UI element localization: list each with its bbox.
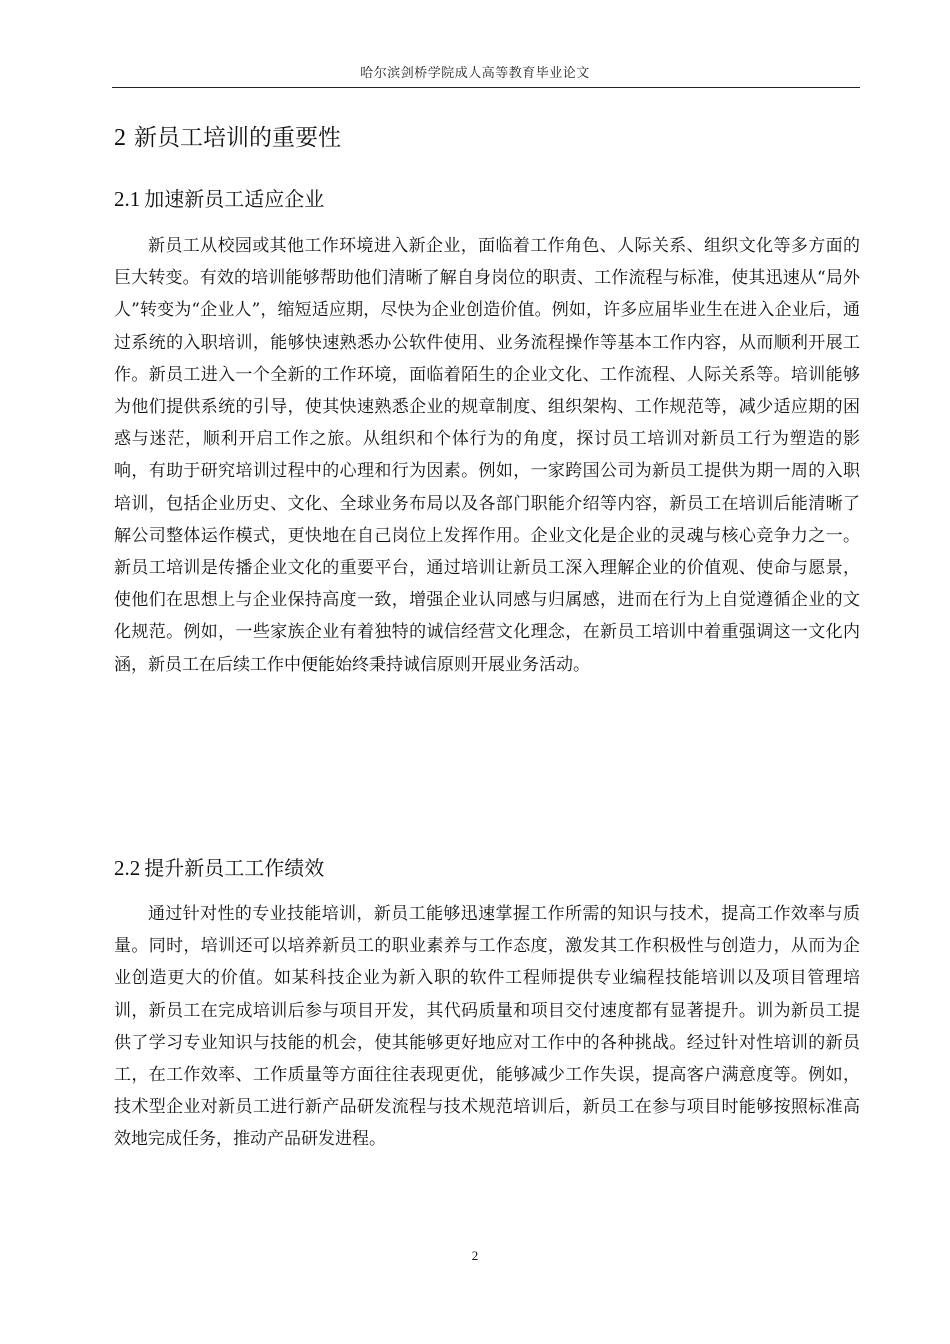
section-number: 2.2	[114, 856, 141, 880]
section-2-2-body: 通过针对性的专业技能培训，新员工能够迅速掌握工作所需的知识与技术，提高工作效率与质量。同时，培训还可以培养新员工的职业素养与工作态度，激发其工作积极性与创造力，从而为企业创造更大的价值。如某科技企业为新入职的软件工程师提供专业编程技能培训以及项目管理培训，新员工在完成培训后参与项目开发，其代码质量和项目交付速度都有显著提升。训为新员工提供了学习专业知识与技能的机会，使其能够更好地应对工作中的各种挑战。经过针对性培训的新员工，在工作效率、工作质量等方面往往表现更优，能够减少工作失误，提高客户满意度等。例如，技术型企业对新员工进行新产品研发流程与技术规范培训后，新员工在参与项目时能够按照标准高效地完成任务，推动产品研发进程。	[114, 904, 860, 1150]
running-header: 哈尔滨剑桥学院成人高等教育毕业论文	[360, 66, 590, 81]
chapter-number: 2	[114, 125, 126, 151]
section-2-1-body: 新员工从校园或其他工作环境进入新企业，面临着工作角色、人际关系、组织文化等多方面的巨大转变。有效的培训能够帮助他们清晰了解自身岗位的职责、工作流程与标准，使其迅速从“局外人”转变为“企业人”，缩短适应期，尽快为企业创造价值。例如，许多应届毕业生在进入企业后，通过系统的入职培训，能够快速熟悉办公软件使用、业务流程操作等基本工作内容，从而顺利开展工作。新员工进入一个全新的工作环境，面临着陌生的企业文化、工作流程、人际关系等。培训能够为他们提供系统的引导，使其快速熟悉企业的规章制度、组织架构、工作规范等，减少适应期的困惑与迷茫，顺利开启工作之旅。从组织和个体行为的角度，探讨员工培训对新员工行为塑造的影响，有助于研究培训过程中的心理和行为因素。例如，一家跨国公司为新员工提供为期一周的入职培训，包括企业历史、文化、全球业务布局以及各部门职能介绍等内容，新员工在培训后能清晰了解公司整体运作模式，更快地在自己岗位上发挥作用。企业文化是企业的灵魂与核心竞争力之一。新员工培训是传播企业文化的重要平台，通过培训让新员工深入理解企业的价值观、使命与愿景，使他们在思想上与企业保持高度一致，增强企业认同感与归属感，进而在行为上自觉遵循企业的文化规范。例如，一些家族企业有着独特的诚信经营文化理念，在新员工培训中着重强调这一文化内涵，新员工在后续工作中便能始终秉持诚信原则开展业务活动。	[114, 236, 860, 675]
chapter-title: 新员工培训的重要性	[134, 125, 341, 151]
chapter-heading	[114, 119, 341, 152]
section-heading-2-2	[114, 852, 324, 881]
header-rule	[112, 87, 860, 88]
page-number: 2	[471, 1248, 479, 1263]
section-title: 提升新员工工作绩效	[144, 856, 325, 880]
section-number: 2.1	[114, 187, 141, 211]
section-heading-2-1	[114, 183, 324, 212]
section-title: 加速新员工适应企业	[144, 187, 325, 211]
